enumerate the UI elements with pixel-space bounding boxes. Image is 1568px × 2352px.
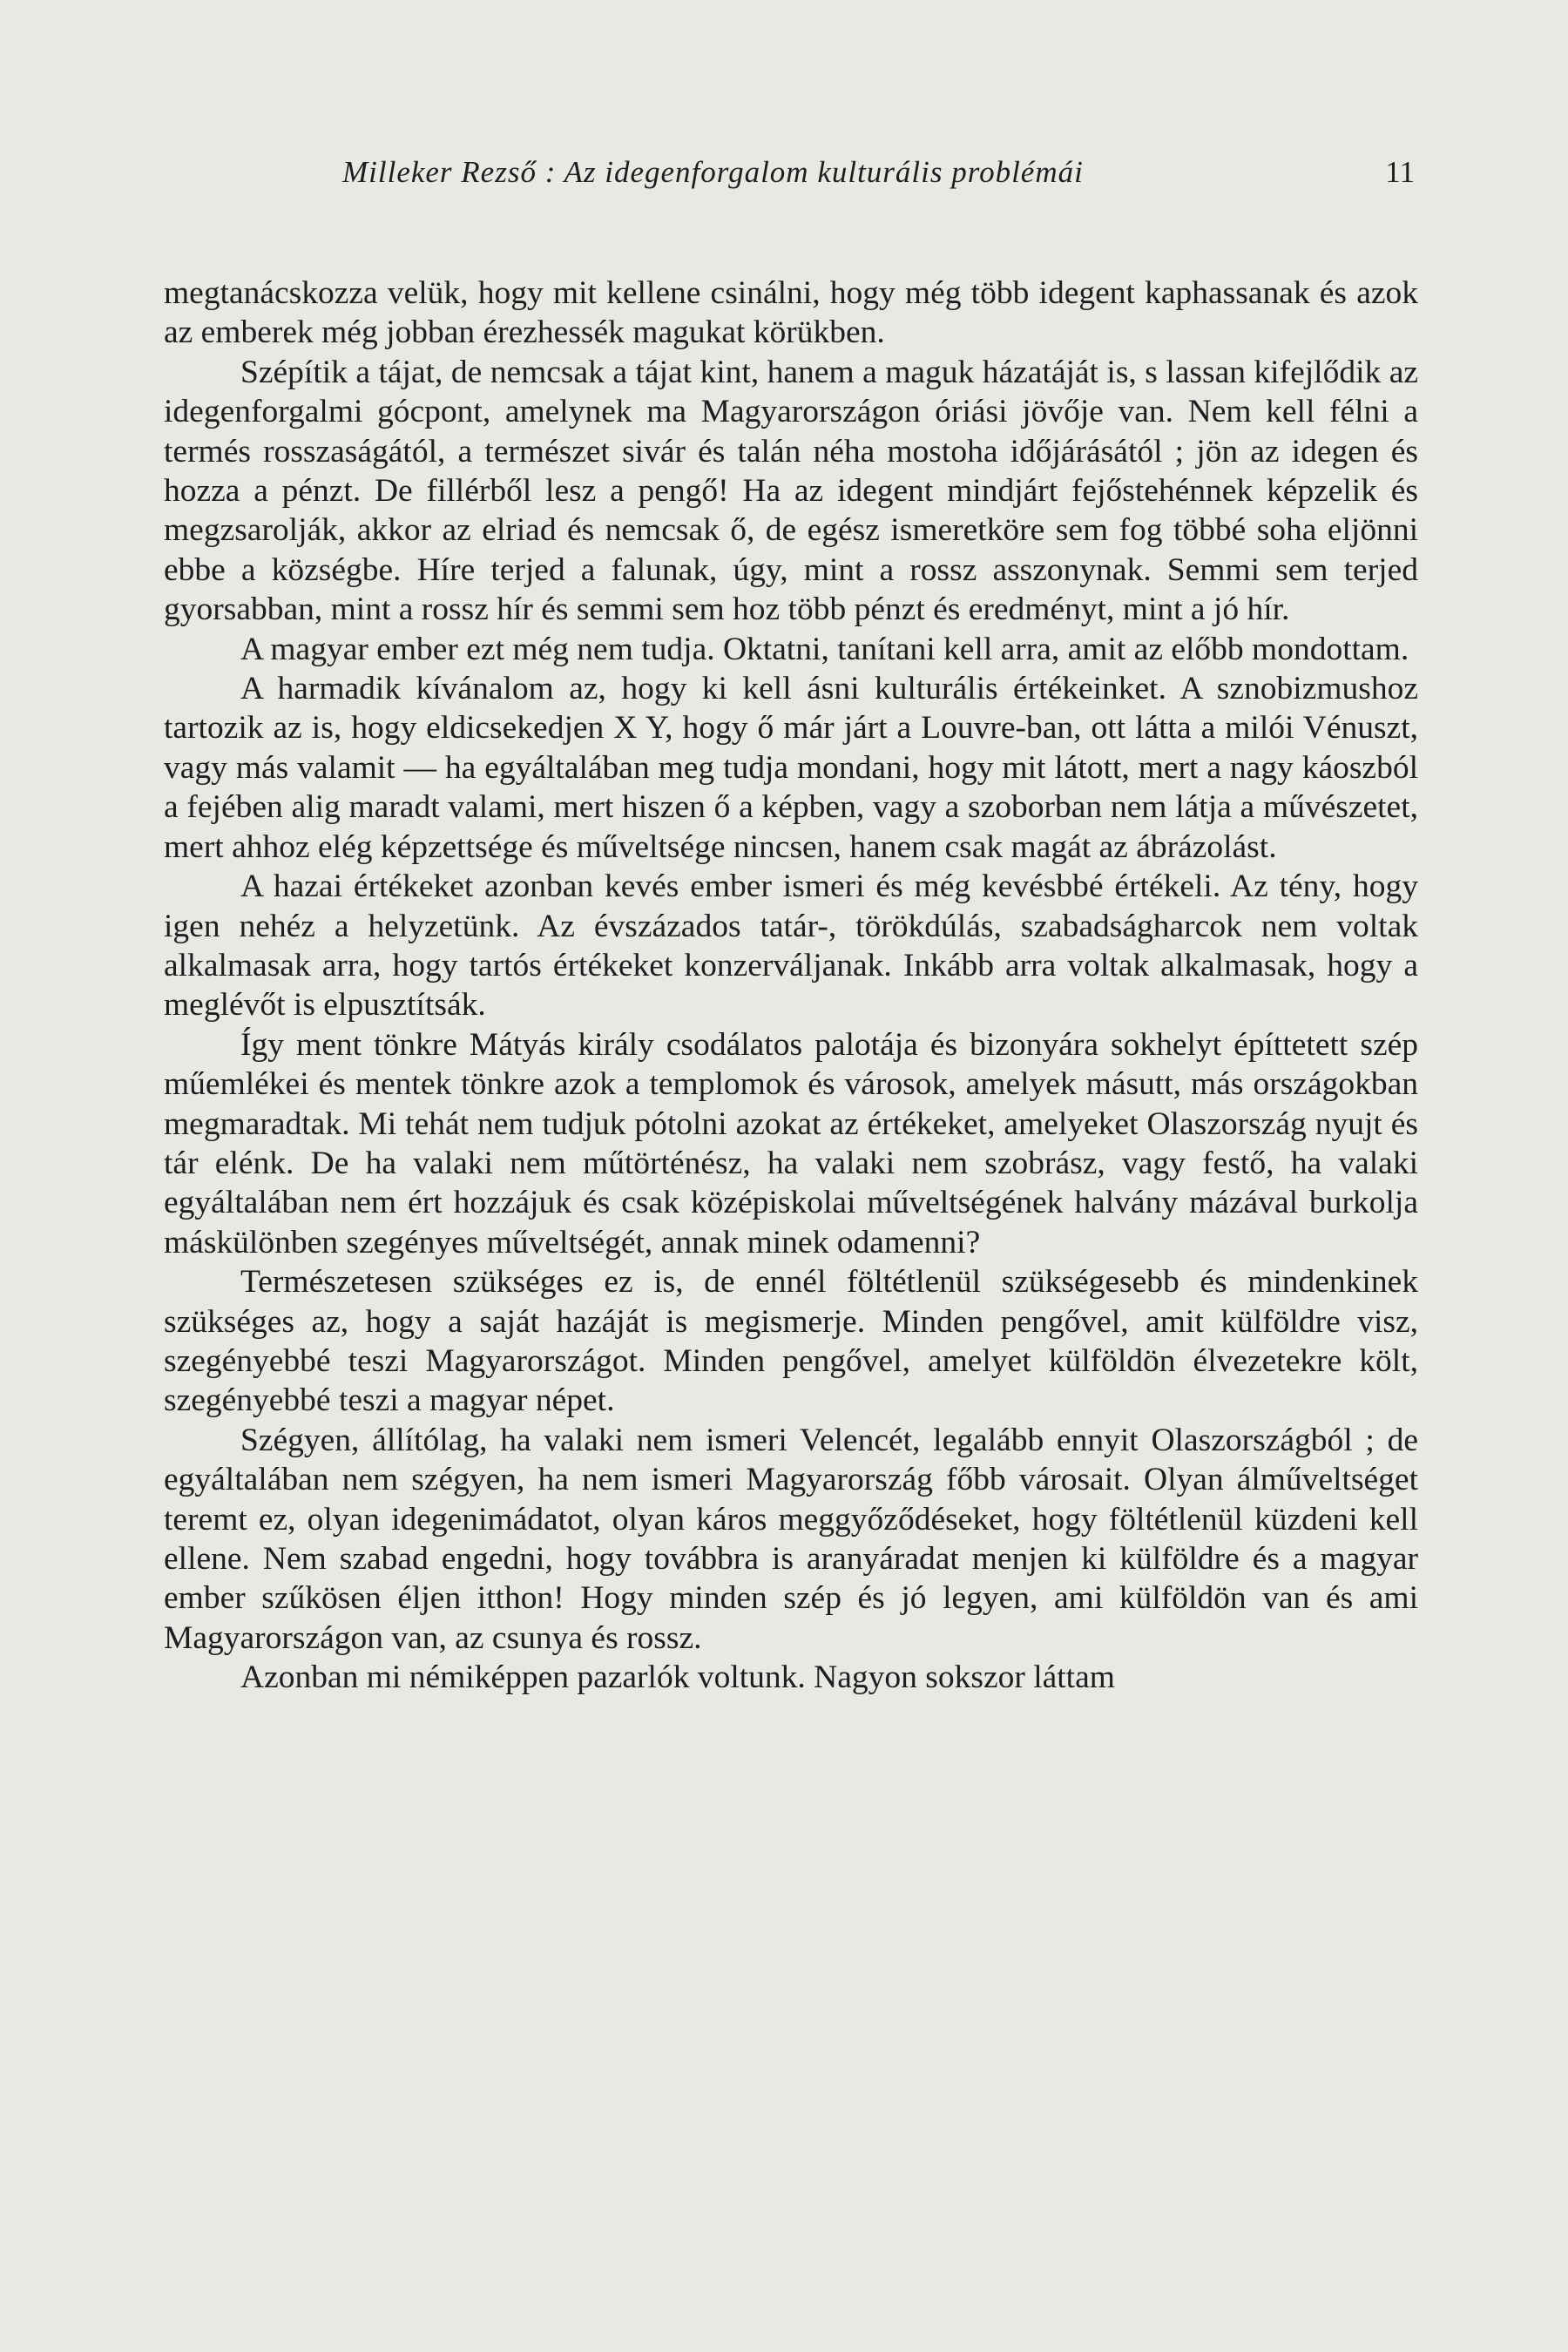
paragraph: A magyar ember ezt még nem tudja. Oktatni, tanítani kell arra, amit az előbb mondottam. (240, 631, 1409, 667)
paragraph-continued: megtanácskozza velük, hogy mit kellene csinálni, hogy még több idegent kaphassanak és azok az emberek még jobban érezhessék magukat körükben. (164, 275, 1418, 351)
running-title: Milleker Rezső : Az idegenforgalom kulturális problémái (342, 155, 1084, 189)
page-number: 11 (1385, 155, 1415, 189)
body-text (164, 274, 1418, 1698)
paragraph: A hazai értékeket azonban kevés ember ismeri és még kevésbbé értékeli. Az tény, hogy igen nehéz a helyzetünk. Az évszázados tatár-, törökdúlás, szabadságharcok nem voltak alkalmasak arra, hogy tartós értékeket konzerváljanak. Inkább arra voltak alkalmasak, hogy a meglévőt is elpusztítsák. (164, 868, 1418, 1024)
paragraph: Szépítik a tájat, de nemcsak a tájat kint, hanem a maguk házatáját is, s lassan kifejlődik az idegenforgalmi gócpont, amelynek ma Magyarországon óriási jövője van. Nem kell félni a termés rosszaságától, a természet sivár és talán néha mostoha időjárásától ; jön az idegen és hozza a pénzt. De fillérből lesz a pengő! Ha az idegent mindjárt fejőstehénnek képzelik és megzsarolják, akkor az elriad és nemcsak ő, de egész ismeretköre sem fog többé soha eljönni ebbe a községbe. Híre terjed a falunak, úgy, mint a rossz asszonynak. Semmi sem terjed gyorsabban, mint a rossz hír és semmi sem hoz több pénzt és eredményt, mint a jó hír. (164, 354, 1418, 628)
paragraph: Azonban mi némiképpen pazarlók voltunk. Nagyon sokszor láttam (240, 1659, 1115, 1696)
paragraph: Így ment tönkre Mátyás király csodálatos palotája és bizonyára sokhelyt építtetett szép műemlékei és mentek tönkre azok a templomok és városok, amelyek másutt, más országokban megmaradtak. Mi tehát nem tudjuk pótolni azokat az értékeket, amelyeket Olaszország nyujt és tár elénk. De ha valaki nem műtörténész, ha valaki nem szobrász, vagy festő, ha valaki egyáltalában nem ért hozzájuk és csak középiskolai műveltségének halvány mázával burkolja máskülönben szegényes műveltségét, annak minek odamenni? (164, 1026, 1418, 1260)
paragraph: A harmadik kívánalom az, hogy ki kell ásni kulturális értékeinket. A sznobizmushoz tartozik az is, hogy eldicsekedjen X Y, hogy ő már járt a Louvre-ban, ott látta a milói Vénuszt, vagy más valamit — ha egyáltalában meg tudja mondani, hogy mit látott, mert a nagy káoszból a fejében alig maradt valami, mert hiszen ő a képben, vagy a szoborban nem látja a művészetet, mert ahhoz elég képzettsége és műveltsége nincsen, hanem csak magát az ábrázolást. (164, 671, 1418, 865)
paragraph: Természetesen szükséges ez is, de ennél föltétlenül szükségesebb és mindenkinek szükséges az, hogy a saját hazáját is megismerje. Minden pengővel, amit külföldre visz, szegényebbé teszi Magyarországot. Minden pengővel, amelyet külföldön élvezetekre költ, szegényebbé teszi a magyar népet. (164, 1264, 1418, 1419)
paragraph: Szégyen, állítólag, ha valaki nem ismeri Velencét, legalább ennyit Olaszországból ; de egyáltalában nem szégyen, ha nem ismeri Magyarország főbb városait. Olyan álműveltséget teremt ez, olyan idegenimádatot, olyan káros meggyőződéseket, hogy föltétlenül küzdeni kell ellene. Nem szabad engedni, hogy továbbra is aranyáradat menjen ki külföldre és a magyar ember szűkösen éljen itthon! Hogy minden szép és jó legyen, ami külföldön van és ami Magyarországon van, az csunya és rossz. (164, 1422, 1418, 1656)
running-head (164, 155, 1415, 193)
